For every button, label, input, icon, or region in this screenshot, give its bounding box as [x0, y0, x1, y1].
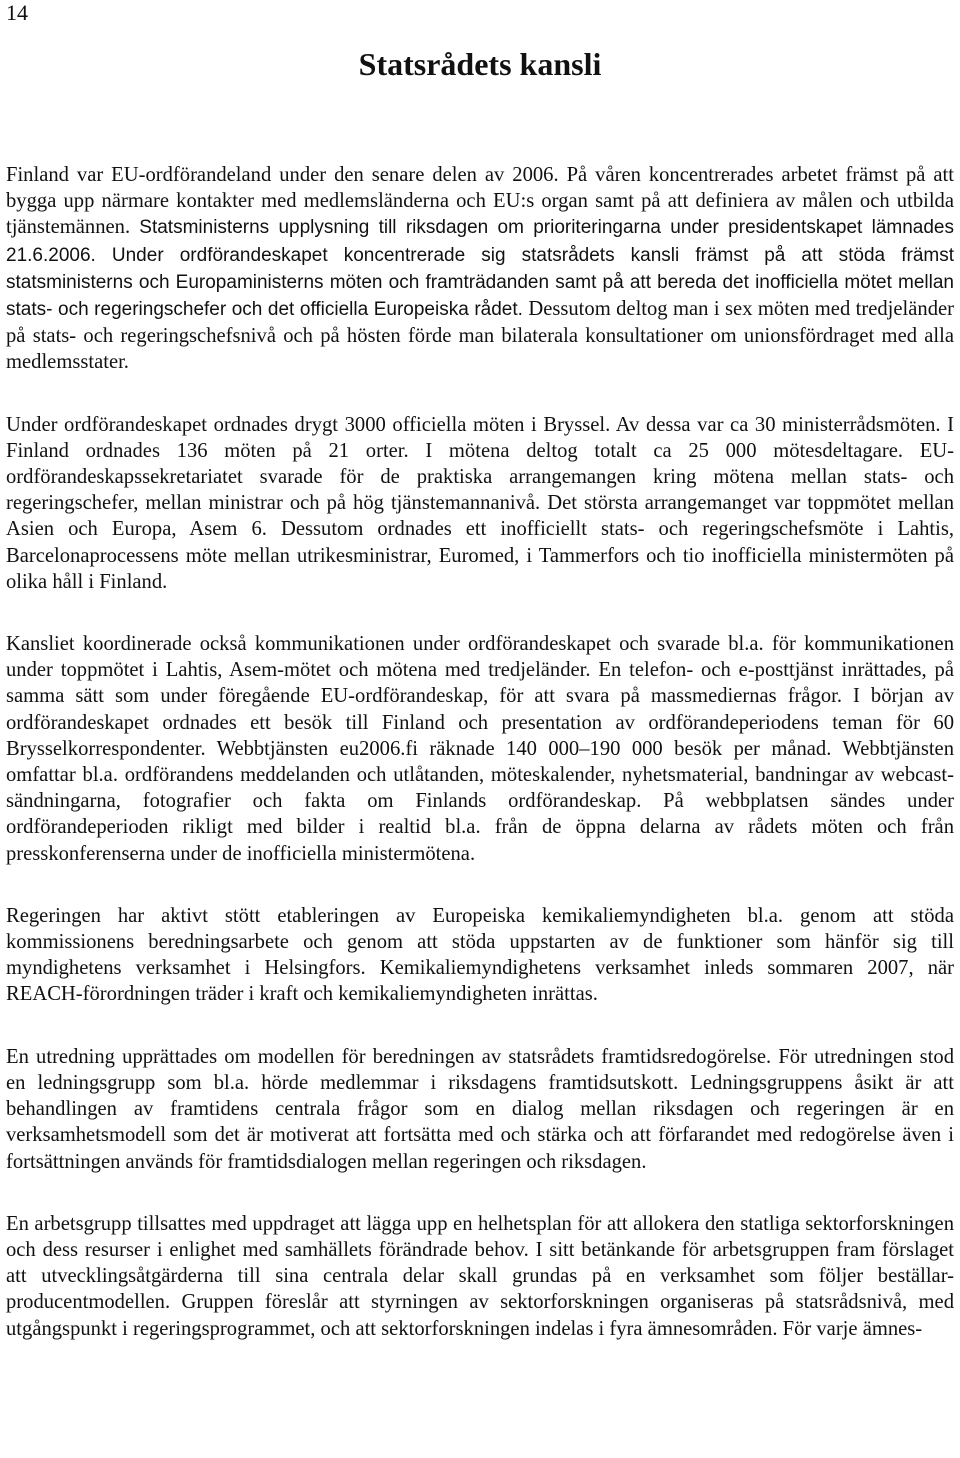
- paragraph-presidency-tail: Dessutom deltog man i sex möten med tredjeländer på stats- och regeringschefsnivå och på hösten förde man bilaterala konsultationer om unionsfördraget med alla medlemsstater.: [6, 298, 954, 374]
- paragraph-presidency-sans: Statsministerns upplysning till riksdagen om prioriteringarna under presidentskapet lämnades 21.6.2006. Under ordförandeskapet koncentrerade sig statsrådets kansli främst på att stöda främst statsministerns och Europaministerns möten och framträdanden samt på att bereda det inofficiella mötet mellan stats- och regeringschefer och det officiella Europeiska rådet.: [6, 217, 954, 321]
- paragraph-future-report: En utredning upprättades om modellen för beredningen av statsrådets framtidsredogörelse. För utredningen stod en ledningsgrupp som bl.a. hörde medlemmar i riksdagens framtidsutskott. Ledningsgruppens åsikt är att behandlingen av framtidens centrala frågor som en dialog mellan riksdagen och regeringen är en verksamhetsmodell som det är motiverat att fortsätta med och stärka och att förfarandet med redogörelse även i fortsättningen används för framtidsdialogen mellan regeringen och riksdagen.: [6, 1045, 954, 1173]
- body-text: [6, 162, 954, 1378]
- paragraph-presidency: [6, 162, 954, 376]
- paragraph-presidency-lead: Finland var EU-ordförandeland under den senare delen av 2006. På våren koncentrerades arbetet främst på att bygga upp närmare kontakter med medlemsländerna och EU:s organ samt på att definiera av målen och utbilda tjänstemännen.: [6, 164, 954, 239]
- paragraph-communication: Kansliet koordinerade också kommunikationen under ordförandeskapet och svarade bl.a. för kommunikationen under toppmötet i Lahtis, Asem-mötet och mötena med tredjeländer. En telefon- och e-posttjänst inrättades, på samma sätt som under föregående EU-ordförandeskap, för att svara på massmediernas frågor. I början av ordförandeskapet ordnades ett besök till Finland och presentation av ordförandeperiodens teman för 60 Brysselkorrespondenter. Webbtjänsten eu2006.fi räknade 140 000–190 000 besök per månad. Webbtjänsten omfattar bl.a. ordförandens meddelanden och utlåtanden, möteskalender, nyhetsmaterial, bandningar av webcast-sändningarna, fotografier och fakta om Finlands ordförandeskap. På webbplatsen sändes under ordförandeperioden rikligt med bilder i realtid bl.a. från de öppna delarna av rådets möten och från presskonferenserna under de inofficiella ministermötena.: [6, 633, 954, 865]
- paragraph-sector-research: En arbetsgrupp tillsattes med uppdraget att lägga upp en helhetsplan för att allokera den statliga sektorforskningen och dess resurser i enlighet med samhällets förändrade behov. I sitt betänkande för arbetsgruppen fram förslaget att utvecklingsåtgärderna till sina centrala delar skall grundas på en verksamhet som följer beställar-producentmodellen. Gruppen föreslår att styrningen av sektorforskningen organiseras på statsrådsnivå, med utgångspunkt i regeringsprogrammet, och att sektorforskningen indelas i fyra ämnesområden. För varje ämnes-: [6, 1212, 954, 1340]
- page-number: 14: [6, 0, 28, 25]
- page-title: Statsrådets kansli: [358, 46, 602, 82]
- paragraph-meetings: Under ordförandeskapet ordnades drygt 3000 officiella möten i Bryssel. Av dessa var ca 30 ministerrådsmöten. I Finland ordnades 136 möten på 21 orter. I mötena deltog totalt ca 25 000 mötesdeltagare. EU-ordförandeskapssekretariatet svarade för de praktiska arrangemangen kring mötena mellan stats- och regeringschefer, mellan ministrar och på hög tjänstemannanivå. Det största arrangemanget var toppmötet mellan Asien och Europa, Asem 6. Dessutom ordnades ett inofficiellt stats- och regeringschefsmöte i Lahtis, Barcelonaprocessens möte mellan utrikesministrar, Euromed, i Tammerfors och tio inofficiella ministermöten på olika håll i Finland.: [6, 413, 954, 593]
- paragraph-chemicals-agency: Regeringen har aktivt stött etableringen av Europeiska kemikaliemyndigheten bl.a. genom att stöda kommissionens beredningsarbete och genom att stöda uppstarten av de funktioner som hänför sig till myndighetens verksamhet i Helsingfors. Kemikaliemyndighetens verksamhet inleds sommaren 2007, när REACH-förordningen träder i kraft och kemikaliemyndigheten inrättas.: [6, 904, 954, 1006]
